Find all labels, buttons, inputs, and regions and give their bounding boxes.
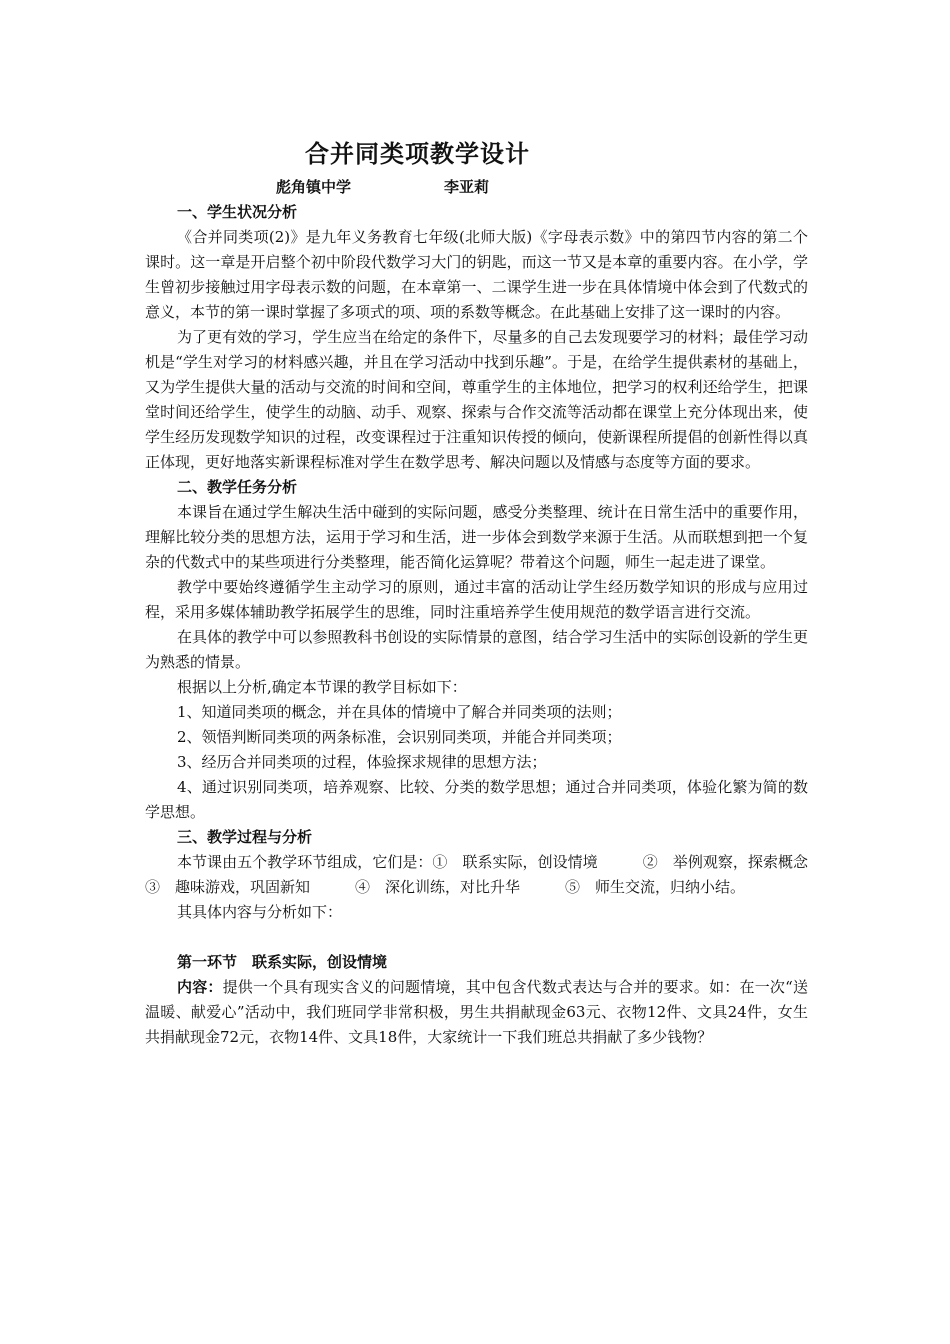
- paragraph: [145, 975, 808, 1050]
- school-name: 彪角镇中学: [276, 178, 352, 196]
- author-name: 李亚莉: [444, 178, 490, 196]
- goal-item: 1、知道同类项的概念，并在具体的情境中了解合并同类项的法则；: [177, 703, 622, 721]
- content-text: 提供一个具有现实含义的问题情境，其中包含代数式表达与合并的要求。如：在一次“送温暖、献爱心”活动中，我们班同学非常积极，男生共捐献现金63元、衣物12件、文具24件，女生共捐献现金72元，衣物14件、文具18件，大家统计一下我们班总共捐献了多少钱物？: [145, 978, 808, 1046]
- paragraph: 根据以上分析,确定本节课的教学目标如下：: [177, 678, 467, 696]
- spacer: [145, 925, 808, 950]
- stage-heading: 第一环节 联系实际，创设情境: [177, 953, 388, 971]
- content-label: 内容：: [177, 978, 223, 996]
- paragraph: 为了更有效的学习，学生应当在给定的条件下，尽量多的自己去发现要学习的材料；最佳学习动机是“学生对学习的材料感兴趣，并且在学习活动中找到乐趣”。于是，在给学生提供素材的基础上，又为学生提供大量的活动与交流的时间和空间，尊重学生的主体地位，把学习的权利还给学生，把课堂时间还给学生，使学生的动脑、动手、观察、探索与合作交流等活动都在课堂上充分体现出来，使学生经历发现数学知识的过程，改变课程过于注重知识传授的倾向，使新课程所提倡的创新性得以真正体现，更好地落实新课程标准对学生在数学思考、解决问题以及情感与态度等方面的要求。: [145, 328, 808, 471]
- section-heading: 二、教学任务分析: [177, 478, 298, 496]
- paragraph: 在具体的教学中可以参照教科书创设的实际情景的意图，结合学习生活中的实际创设新的学生更为熟悉的情景。: [145, 628, 808, 671]
- paragraph: 其具体内容与分析如下：: [177, 903, 343, 921]
- paragraph: 本课旨在通过学生解决生活中碰到的实际问题，感受分类整理、统计在日常生活中的重要作用，理解比较分类的思想方法，运用于学习和生活，进一步体会到数学来源于生活。从而联想到把一个复杂的代数式中的某些项进行分类整理，能否简化运算呢？带着这个问题，师生一起走进了课堂。: [145, 503, 808, 571]
- goal-item: 4、通过识别同类项，培养观察、比较、分类的数学思想；通过合并同类项，体验化繁为简的数学思想。: [145, 778, 808, 821]
- paragraph: 《合并同类项(2)》是九年义务教育七年级(北师大版)《字母表示数》中的第四节内容的第二个课时。这一章是开启整个初中阶段代数学习大门的钥匙，而这一节又是本章的重要内容。在小学，学生曾初步接触过用字母表示数的问题，在本章第一、二课学生进一步在具体情境中体会到了代数式的意义，本节的第一课时掌握了多项式的项、项的系数等概念。在此基础上安排了这一课时的内容。: [145, 228, 808, 321]
- document-body: [145, 200, 824, 1050]
- section-heading: 一、学生状况分析: [177, 203, 298, 221]
- document-title: 合并同类项教学设计: [305, 140, 530, 168]
- goal-item: 2、领悟判断同类项的两条标准，会识别同类项，并能合并同类项；: [177, 728, 622, 746]
- author-line: [276, 176, 489, 197]
- paragraph: 本节课由五个教学环节组成，它们是：① 联系实际，创设情境 ② 举例观察，探索概念 ③ 趣味游戏，巩固新知 ④ 深化训练，对比升华 ⑤ 师生交流，归纳小结。: [145, 853, 824, 896]
- goal-item: 3、经历合并同类项的过程，体验探求规律的思想方法；: [177, 753, 547, 771]
- paragraph: 教学中要始终遵循学生主动学习的原则，通过丰富的活动让学生经历数学知识的形成与应用过程，采用多媒体辅助教学拓展学生的思维，同时注重培养学生使用规范的数学语言进行交流。: [145, 578, 808, 621]
- section-heading: 三、教学过程与分析: [177, 828, 313, 846]
